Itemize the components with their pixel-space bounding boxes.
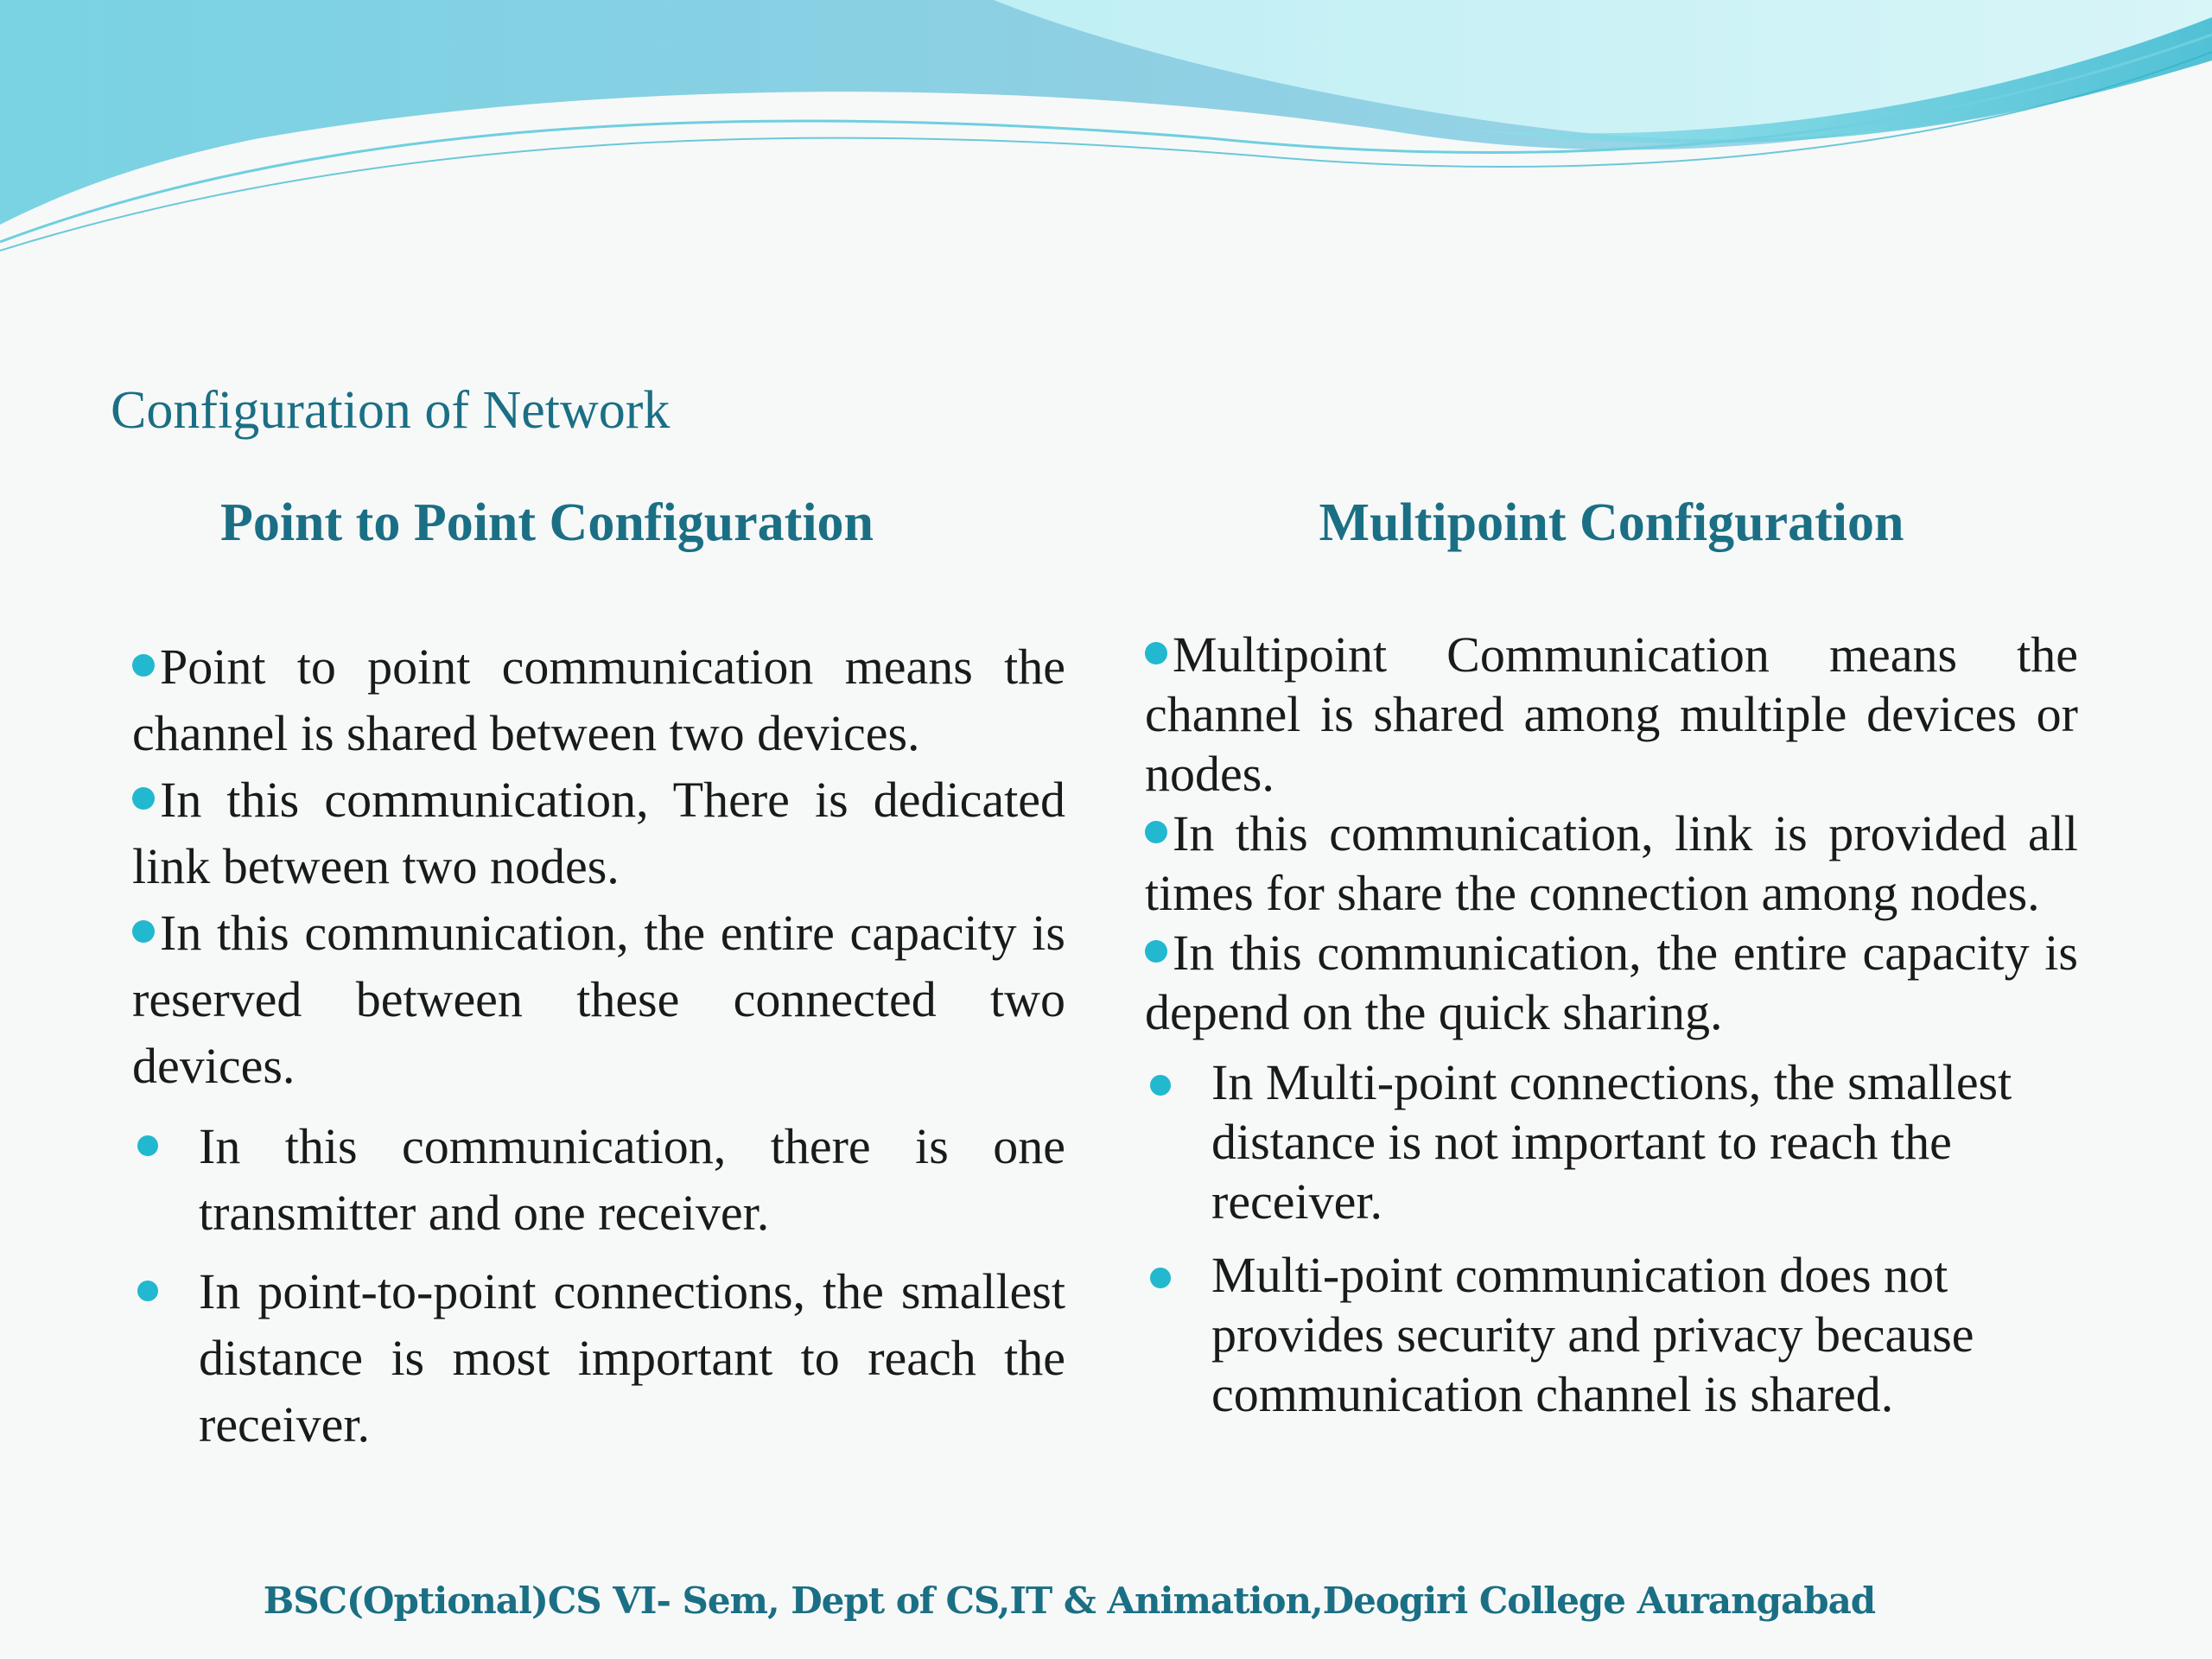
bullet-icon [1145, 642, 1167, 664]
list-item: Multipoint Communication means the channel is shared among multiple devices or nodes. [1145, 626, 2078, 802]
hanging-bullet-list [1145, 1052, 2078, 1424]
list-item: In this communication, the entire capacity is reserved between these connected two devices. [132, 905, 1065, 1094]
multipoint-column [1145, 493, 2078, 1438]
list-item: In point-to-point connections, the smallest distance is most important to reach the receiver. [132, 1258, 1065, 1458]
header-wave-decoration [0, 0, 2212, 259]
bullet-icon [1150, 1268, 1171, 1288]
list-item: In this communication, there is one transmitter and one receiver. [132, 1113, 1065, 1246]
bullet-icon [137, 1135, 158, 1156]
point-to-point-column [132, 493, 1065, 1470]
bullet-icon [137, 1281, 158, 1301]
list-item: In this communication, link is provided all times for share the connection among nodes. [1145, 805, 2078, 921]
list-item: In Multi-point connections, the smallest distance is not important to reach the receiver. [1145, 1052, 2078, 1231]
bullet-icon [132, 920, 155, 943]
slide-title: Configuration of Network [111, 381, 671, 440]
bullet-icon [1145, 821, 1167, 843]
paragraph-list [132, 633, 1065, 1099]
list-item: Multi-point communication does not provides security and privacy because communication channel is shared. [1145, 1245, 2078, 1424]
list-item: In this communication, There is dedicated link between two nodes. [132, 772, 1065, 894]
paragraph-list [1145, 625, 2078, 1042]
hanging-bullet-list [132, 1113, 1065, 1458]
slide-footer: BSC(Optional)CS VI- Sem, Dept of CS,IT & Animation,Deogiri College Aurangabad [263, 1580, 1876, 1622]
bullet-icon [132, 654, 155, 677]
bullet-icon [132, 787, 155, 810]
bullet-icon [1150, 1075, 1171, 1096]
column-heading: Multipoint Configuration [1319, 493, 1904, 552]
bullet-icon [1145, 940, 1167, 963]
list-item: Point to point communication means the channel is shared between two devices. [132, 639, 1065, 761]
list-item: In this communication, the entire capacity is depend on the quick sharing. [1145, 925, 2078, 1040]
column-heading: Point to Point Configuration [219, 493, 874, 552]
